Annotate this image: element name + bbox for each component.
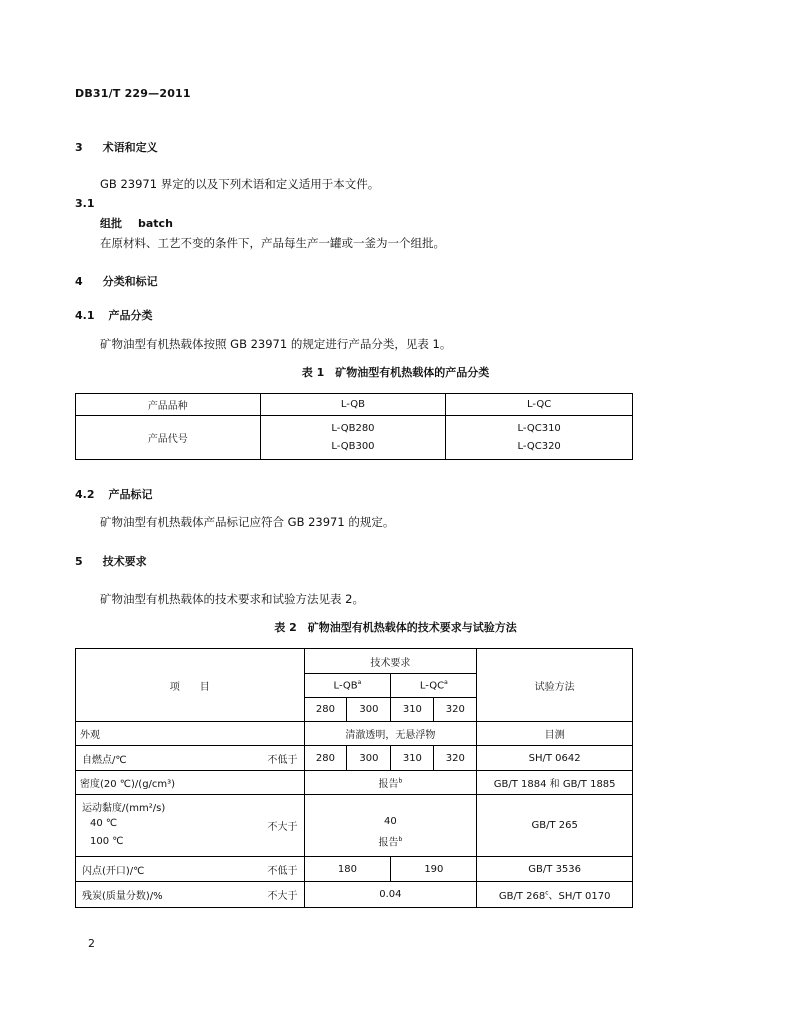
- autoignition-label: 自燃点/℃ 不低于: [76, 746, 305, 771]
- carbon-residue-value: 0.04: [304, 882, 477, 908]
- table-2-grade-310: 310: [391, 698, 434, 722]
- autoignition-300: 300: [347, 746, 391, 771]
- table-2-header-requirements: 技术要求: [304, 649, 477, 674]
- carbon-residue-label: 残炭(质量分数)/% 不大于: [76, 882, 305, 908]
- section-3-heading: 3 术语和定义: [75, 141, 158, 154]
- carbon-residue-method: GB/T 268$^c$、SH/T 0170: [477, 882, 633, 908]
- density-label: 密度(20 ℃)/(g/cm³): [76, 771, 305, 795]
- viscosity-label: 运动黏度/(mm²/s) 40 ℃ 不大于 100 ℃: [76, 795, 305, 857]
- table-2-caption: 表 2 矿物油型有机热载体的技术要求与试验方法: [274, 621, 517, 634]
- section-4-2-heading: 4.2 产品标记: [75, 488, 153, 501]
- density-value: 报告$^b$: [304, 771, 477, 795]
- viscosity-40: 40: [384, 815, 397, 827]
- autoignition-280: 280: [304, 746, 347, 771]
- table-2-header-test-method: 试验方法: [477, 649, 633, 722]
- flash-point-lqb: 180: [304, 857, 391, 882]
- autoignition-method: SH/T 0642: [477, 746, 633, 771]
- document-header: DB31/T 229—2011: [75, 87, 191, 100]
- viscosity-100: 报告$^b$: [378, 835, 403, 849]
- viscosity-method: GB/T 265: [477, 795, 633, 857]
- section-3-1-number: 3.1: [75, 197, 95, 210]
- table-1-product-code-label: 产品代号: [76, 416, 261, 460]
- table-2-grade-320: 320: [434, 698, 477, 722]
- table-2-header-lqc: $L-QC^a$: [391, 674, 477, 698]
- table-1-lqc-codes: L-QC310 L-QC320: [446, 416, 633, 460]
- table-2-row-viscosity: [76, 795, 633, 857]
- table-2-row-density: [76, 771, 633, 795]
- table-2-grade-300: 300: [347, 698, 391, 722]
- table-2: [75, 648, 633, 908]
- table-1: [75, 393, 633, 460]
- term-batch: 组批 batch: [100, 217, 173, 230]
- section-3-intro: GB 23971 界定的以及下列术语和定义适用于本文件。: [100, 177, 380, 191]
- flash-point-lqc: 190: [391, 857, 477, 882]
- table-1-caption: 表 1 矿物油型有机热载体的产品分类: [301, 366, 490, 379]
- section-4-1-heading: 4.1 产品分类: [75, 309, 153, 322]
- flash-point-method: GB/T 3536: [477, 857, 633, 882]
- section-4-heading: 4 分类和标记: [75, 275, 158, 288]
- term-batch-definition: 在原材料、工艺不变的条件下，产品每生产一罐或一釜为一个组批。: [100, 236, 445, 250]
- table-1-header-product-type: 产品品种: [76, 394, 261, 416]
- appearance-label: 外观: [76, 722, 305, 746]
- table-2-grade-280: 280: [304, 698, 347, 722]
- table-2-header-item: 项 目: [76, 649, 305, 722]
- table-2-row-carbon-residue: [76, 882, 633, 908]
- section-5-text: 矿物油型有机热载体的技术要求和试验方法见表 2。: [100, 592, 364, 606]
- density-method: GB/T 1884 和 GB/T 1885: [477, 771, 633, 795]
- flash-point-label: 闪点(开口)/℃ 不低于: [76, 857, 305, 882]
- table-1-header-lqc: L-QC: [446, 394, 633, 416]
- table-2-row-flash-point: [76, 857, 633, 882]
- table-1-lqb-codes: L-QB280 L-QB300: [260, 416, 446, 460]
- viscosity-values: [304, 795, 477, 857]
- table-2-header-lqb: $L-QB^a$: [304, 674, 391, 698]
- section-5-heading: 5 技术要求: [75, 555, 147, 568]
- page-number: 2: [88, 937, 95, 950]
- table-2-row-autoignition: [76, 746, 633, 771]
- section-4-2-text: 矿物油型有机热载体产品标记应符合 GB 23971 的规定。: [100, 515, 395, 529]
- table-1-header-lqb: L-QB: [260, 394, 446, 416]
- appearance-value: 清澈透明，无悬浮物: [304, 722, 477, 746]
- table-2-row-appearance: [76, 722, 633, 746]
- section-4-1-text: 矿物油型有机热载体按照 GB 23971 的规定进行产品分类，见表 1。: [100, 337, 452, 351]
- autoignition-320: 320: [434, 746, 477, 771]
- appearance-method: 目测: [477, 722, 633, 746]
- autoignition-310: 310: [391, 746, 434, 771]
